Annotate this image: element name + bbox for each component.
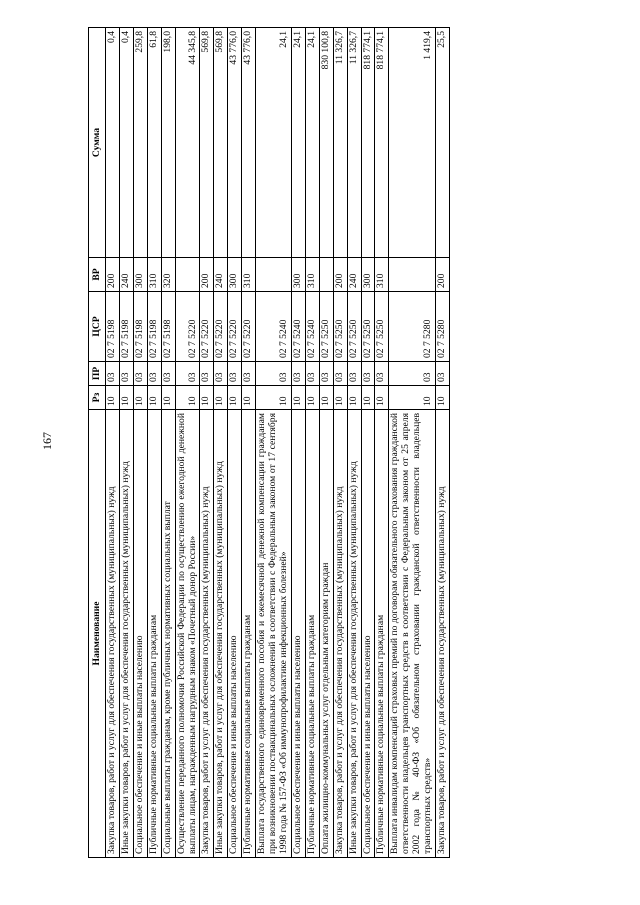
cell-vr: 300 xyxy=(133,258,147,292)
cell-pr: 03 xyxy=(214,362,228,386)
cell-sum: 0,4 xyxy=(119,28,133,258)
cell-sum: 11 326,7 xyxy=(347,28,361,258)
cell-name: Выплата государственного единовременного пособия и ежемесячной денежной компенсации гражданам при возникновении поствакцинальных осложнений в соответствии с Федеральным законом от 17 сентября 1998 года № 157-ФЗ «Об иммунопрофилактике инфекционных болезней» xyxy=(256,410,292,858)
cell-csr: 02 7 5240 xyxy=(256,292,292,362)
cell-rz: 10 xyxy=(347,386,361,410)
cell-sum: 1 419,4 xyxy=(389,28,436,258)
cell-rz: 10 xyxy=(161,386,175,410)
cell-pr: 03 xyxy=(291,362,305,386)
cell-rz: 10 xyxy=(375,386,389,410)
cell-rz: 10 xyxy=(436,386,450,410)
cell-pr: 03 xyxy=(361,362,375,386)
cell-pr: 03 xyxy=(106,362,120,386)
table-row xyxy=(175,28,200,858)
table-row xyxy=(106,28,120,858)
table-row xyxy=(436,28,450,858)
cell-rz: 10 xyxy=(228,386,242,410)
table-row xyxy=(147,28,161,858)
cell-csr: 02 7 5198 xyxy=(147,292,161,362)
cell-vr: 320 xyxy=(161,258,175,292)
cell-sum: 818 774,1 xyxy=(375,28,389,258)
header-rz: Рз xyxy=(89,386,106,410)
cell-rz: 10 xyxy=(200,386,214,410)
cell-vr: 310 xyxy=(305,258,319,292)
cell-csr: 02 7 5240 xyxy=(305,292,319,362)
cell-sum: 61,8 xyxy=(147,28,161,258)
cell-name: Иные закупки товаров, работ и услуг для обеспечения государственных (муниципальных) нужд xyxy=(214,410,228,858)
cell-vr: 310 xyxy=(147,258,161,292)
cell-sum: 25,5 xyxy=(436,28,450,258)
cell-name: Осуществление переданного полномочия Российской Федерации по осуществлению ежегодной денежной выплаты лицам, награжденным нагрудным знаком «Почетный донор России» xyxy=(175,410,200,858)
cell-sum: 24,1 xyxy=(305,28,319,258)
cell-sum: 569,8 xyxy=(200,28,214,258)
cell-name: Публичные нормативные социальные выплаты гражданам xyxy=(375,410,389,858)
cell-pr: 03 xyxy=(256,362,292,386)
cell-pr: 03 xyxy=(319,362,333,386)
cell-rz: 10 xyxy=(319,386,333,410)
cell-rz: 10 xyxy=(361,386,375,410)
table-header-row xyxy=(89,28,106,858)
cell-name: Закупка товаров, работ и услуг для обеспечения государственных (муниципальных) нужд xyxy=(106,410,120,858)
table-row xyxy=(119,28,133,858)
table-row xyxy=(361,28,375,858)
cell-pr: 03 xyxy=(242,362,256,386)
cell-name: Социальное обеспечение и иные выплаты населению xyxy=(291,410,305,858)
cell-name: Социальные выплаты гражданам, кроме публичных нормативных социальных выплат xyxy=(161,410,175,858)
cell-vr: 200 xyxy=(200,258,214,292)
cell-vr: 200 xyxy=(106,258,120,292)
cell-sum: 11 326,7 xyxy=(333,28,347,258)
cell-sum: 818 774,1 xyxy=(361,28,375,258)
cell-pr: 03 xyxy=(436,362,450,386)
cell-sum: 259,8 xyxy=(133,28,147,258)
cell-name: Социальное обеспечение и иные выплаты населению xyxy=(361,410,375,858)
cell-rz: 10 xyxy=(175,386,200,410)
table-row xyxy=(228,28,242,858)
cell-vr: 300 xyxy=(291,258,305,292)
cell-name: Оплата жилищно-коммунальных услуг отдельным категориям граждан xyxy=(319,410,333,858)
budget-table-container xyxy=(88,28,610,858)
cell-vr: 240 xyxy=(214,258,228,292)
cell-vr xyxy=(319,258,333,292)
header-csr: ЦСР xyxy=(89,292,106,362)
cell-csr: 02 7 5198 xyxy=(133,292,147,362)
table-row xyxy=(305,28,319,858)
cell-csr: 02 7 5220 xyxy=(200,292,214,362)
cell-name: Иные закупки товаров, работ и услуг для обеспечения государственных (муниципальных) нужд xyxy=(119,410,133,858)
cell-pr: 03 xyxy=(119,362,133,386)
cell-vr xyxy=(389,258,436,292)
cell-name: Закупка товаров, работ и услуг для обеспечения государственных (муниципальных) нужд xyxy=(333,410,347,858)
cell-sum: 44 345,8 xyxy=(175,28,200,258)
cell-csr: 02 7 5198 xyxy=(106,292,120,362)
cell-csr: 02 7 5250 xyxy=(333,292,347,362)
cell-rz: 10 xyxy=(389,386,436,410)
cell-pr: 03 xyxy=(347,362,361,386)
table-row xyxy=(375,28,389,858)
cell-csr: 02 7 5198 xyxy=(119,292,133,362)
cell-rz: 10 xyxy=(333,386,347,410)
cell-vr: 200 xyxy=(436,258,450,292)
cell-rz: 10 xyxy=(291,386,305,410)
cell-name: Закупка товаров, работ и услуг для обеспечения государственных (муниципальных) нужд xyxy=(200,410,214,858)
cell-pr: 03 xyxy=(389,362,436,386)
cell-csr: 02 7 5198 xyxy=(161,292,175,362)
table-row xyxy=(347,28,361,858)
cell-pr: 03 xyxy=(200,362,214,386)
header-pr: ПР xyxy=(89,362,106,386)
cell-vr: 310 xyxy=(242,258,256,292)
cell-rz: 10 xyxy=(106,386,120,410)
cell-vr: 300 xyxy=(361,258,375,292)
cell-pr: 03 xyxy=(228,362,242,386)
cell-pr: 03 xyxy=(333,362,347,386)
cell-pr: 03 xyxy=(175,362,200,386)
cell-sum: 43 776,0 xyxy=(228,28,242,258)
cell-vr: 240 xyxy=(119,258,133,292)
cell-csr: 02 7 5220 xyxy=(228,292,242,362)
cell-sum: 24,1 xyxy=(256,28,292,258)
cell-sum: 24,1 xyxy=(291,28,305,258)
cell-csr: 02 7 5280 xyxy=(389,292,436,362)
cell-name: Публичные нормативные социальные выплаты гражданам xyxy=(147,410,161,858)
cell-name: Публичные нормативные социальные выплаты гражданам xyxy=(242,410,256,858)
cell-name: Публичные нормативные социальные выплаты гражданам xyxy=(305,410,319,858)
header-name: Наименование xyxy=(89,410,106,858)
table-row xyxy=(333,28,347,858)
cell-rz: 10 xyxy=(242,386,256,410)
table-row xyxy=(256,28,292,858)
header-vr: ВР xyxy=(89,258,106,292)
table-row xyxy=(133,28,147,858)
cell-csr: 02 7 5220 xyxy=(214,292,228,362)
cell-rz: 10 xyxy=(147,386,161,410)
cell-vr xyxy=(175,258,200,292)
cell-csr: 02 7 5250 xyxy=(319,292,333,362)
cell-name: Закупка товаров, работ и услуг для обеспечения государственных (муниципальных) нужд xyxy=(436,410,450,858)
cell-rz: 10 xyxy=(256,386,292,410)
table-row xyxy=(161,28,175,858)
cell-vr: 200 xyxy=(333,258,347,292)
cell-sum: 569,8 xyxy=(214,28,228,258)
cell-sum: 198,0 xyxy=(161,28,175,258)
cell-csr: 02 7 5250 xyxy=(375,292,389,362)
table-row xyxy=(389,28,436,858)
cell-vr: 310 xyxy=(375,258,389,292)
cell-name: Социальное обеспечение и иные выплаты населению xyxy=(133,410,147,858)
cell-pr: 03 xyxy=(161,362,175,386)
cell-pr: 03 xyxy=(375,362,389,386)
cell-csr: 02 7 5240 xyxy=(291,292,305,362)
cell-rz: 10 xyxy=(305,386,319,410)
cell-rz: 10 xyxy=(133,386,147,410)
cell-sum: 43 776,0 xyxy=(242,28,256,258)
header-sum: Сумма xyxy=(89,28,106,258)
cell-csr: 02 7 5220 xyxy=(175,292,200,362)
cell-name: Иные закупки товаров, работ и услуг для обеспечения государственных (муниципальных) нужд xyxy=(347,410,361,858)
cell-name: Социальное обеспечение и иные выплаты населению xyxy=(228,410,242,858)
cell-csr: 02 7 5250 xyxy=(347,292,361,362)
cell-name: Выплата инвалидам компенсаций страховых премий по договорам обязательного страхования гражданской ответственности владельцев транспортных средств в соответствии с Федеральным законом от 25 апреля 2002 года № 40-ФЗ «Об обязательном страховании гражданской ответственности владельцев транспортных средств» xyxy=(389,410,436,858)
budget-table xyxy=(88,27,450,858)
cell-sum: 830 100,8 xyxy=(319,28,333,258)
cell-vr: 240 xyxy=(347,258,361,292)
table-body xyxy=(106,28,450,858)
cell-rz: 10 xyxy=(214,386,228,410)
table-row xyxy=(242,28,256,858)
table-row xyxy=(200,28,214,858)
table-row xyxy=(214,28,228,858)
cell-rz: 10 xyxy=(119,386,133,410)
cell-vr: 300 xyxy=(228,258,242,292)
table-row xyxy=(319,28,333,858)
cell-csr: 02 7 5280 xyxy=(436,292,450,362)
cell-csr: 02 7 5250 xyxy=(361,292,375,362)
cell-csr: 02 7 5220 xyxy=(242,292,256,362)
page-number: 167 xyxy=(40,432,54,450)
cell-pr: 03 xyxy=(133,362,147,386)
cell-vr xyxy=(256,258,292,292)
cell-pr: 03 xyxy=(305,362,319,386)
cell-sum: 0,4 xyxy=(106,28,120,258)
cell-pr: 03 xyxy=(147,362,161,386)
table-row xyxy=(291,28,305,858)
